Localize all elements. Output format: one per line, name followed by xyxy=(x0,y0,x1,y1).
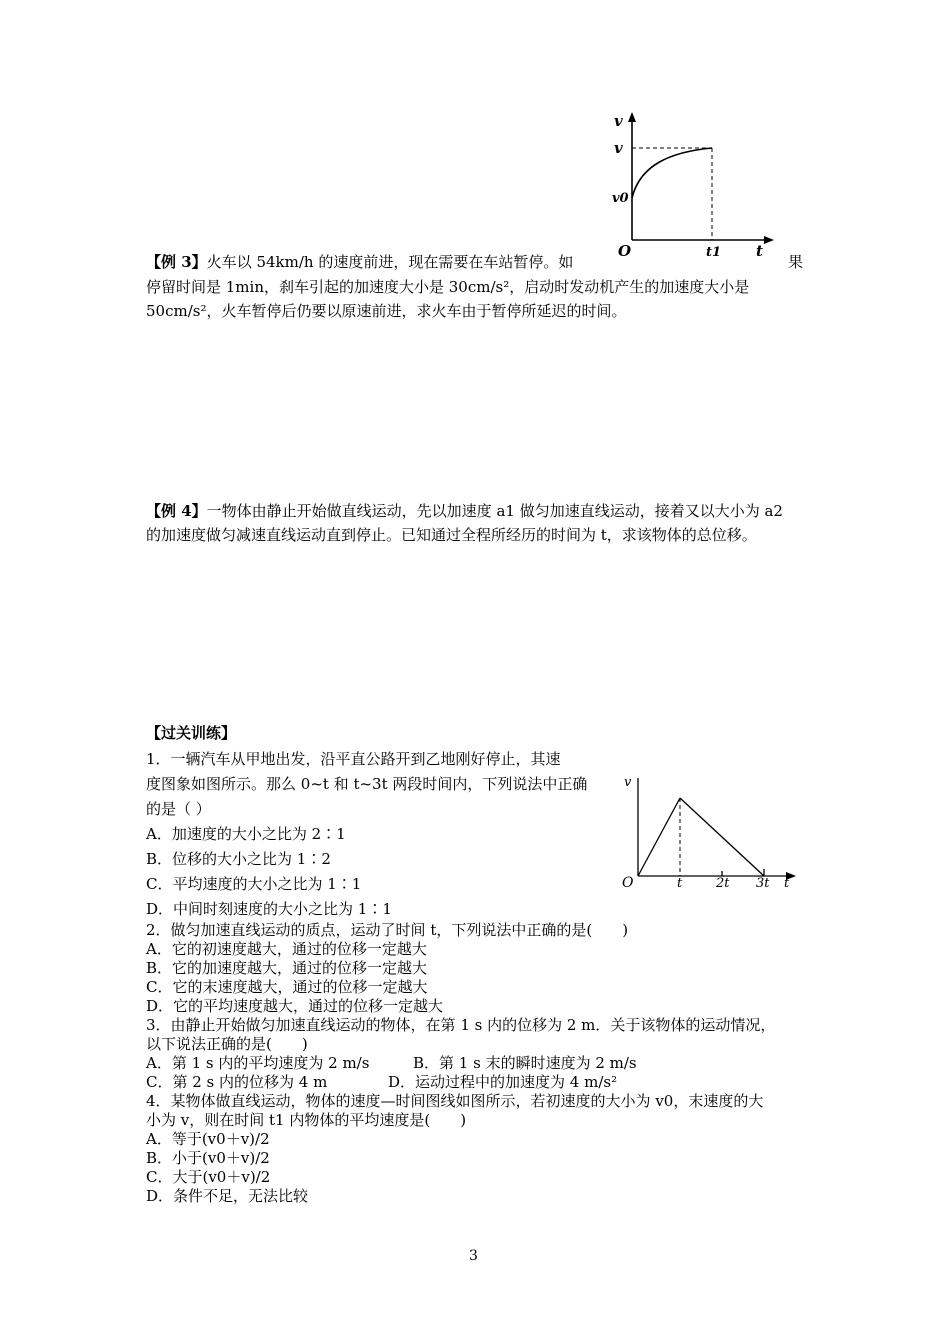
example4-line1 xyxy=(146,502,783,520)
q4-option-b: B．小于(v0＋v)/2 xyxy=(146,1149,270,1167)
q3-option-c: C．第 2 s 内的位移为 4 m xyxy=(146,1073,328,1091)
q1-stem-line2: 度图象如图所示。那么 0~t 和 t~3t 两段时间内，下列说法中正确 xyxy=(146,775,588,793)
q4-stem-line1: 4．某物体做直线运动，物体的速度—时间图线如图所示，若初速度的大小为 v0，末速度的大 xyxy=(146,1092,764,1110)
graph1-x-label: t xyxy=(756,242,763,260)
q1-option-b: B．位移的大小之比为 1∶2 xyxy=(146,850,331,868)
velocity-time-graph-1 xyxy=(600,110,780,260)
example3-tag: 【例 3】 xyxy=(146,253,207,271)
example3-line1 xyxy=(146,253,573,271)
example3-line3: 50cm/s²，火车暂停后仍要以原速前进，求火车由于暂停所延迟的时间。 xyxy=(146,302,627,320)
q2-option-c: C．它的末速度越大，通过的位移一定越大 xyxy=(146,978,428,996)
graph2-rise xyxy=(638,798,680,876)
graph2-origin-label: O xyxy=(622,875,634,891)
q3-option-a: A．第 1 s 内的平均速度为 2 m/s xyxy=(146,1054,370,1072)
graph1-y-arrow xyxy=(628,112,636,122)
graph2-y-label: v xyxy=(624,775,632,790)
graph1-t1-label: t1 xyxy=(706,245,722,260)
example4-text1: 一物体由静止开始做直线运动，先以加速度 a1 做匀加速直线运动，接着又以大小为 a2 xyxy=(206,502,783,520)
q1-stem-line1: 1．一辆汽车从甲地出发，沿平直公路开到乙地刚好停止，其速 xyxy=(146,750,561,768)
q4-option-a: A．等于(v0＋v)/2 xyxy=(146,1130,270,1148)
q1-option-a: A．加速度的大小之比为 2∶1 xyxy=(146,825,346,843)
q1-option-d: D．中间时刻速度的大小之比为 1∶1 xyxy=(146,900,392,918)
q1-option-c: C．平均速度的大小之比为 1∶1 xyxy=(146,875,362,893)
q3-stem-line2: 以下说法正确的是( ) xyxy=(146,1035,308,1053)
q3-option-b: B．第 1 s 末的瞬时速度为 2 m/s xyxy=(413,1054,637,1072)
graph2-fall xyxy=(680,798,764,876)
q3-option-d: D．运动过程中的加速度为 4 m/s² xyxy=(388,1073,618,1091)
example4-line2: 的加速度做匀减速直线运动直到停止。已知通过全程所经历的时间为 t，求该物体的总位移。 xyxy=(146,526,757,544)
graph2-2t-label: 2t xyxy=(716,876,730,891)
page-number: 3 xyxy=(469,1248,478,1264)
q4-option-c: C．大于(v0＋v)/2 xyxy=(146,1168,271,1186)
example4-tag: 【例 4】 xyxy=(146,502,207,520)
q2-option-a: A．它的初速度越大，通过的位移一定越大 xyxy=(146,940,427,958)
q4-option-d: D．条件不足，无法比较 xyxy=(146,1187,309,1205)
graph1-y-label: v xyxy=(614,112,623,130)
q2-option-d: D．它的平均速度越大，通过的位移一定越大 xyxy=(146,997,444,1015)
velocity-time-graph-2 xyxy=(618,770,808,894)
example3-line2: 停留时间是 1min，刹车引起的加速度大小是 30cm/s²，启动时发动机产生的加速度大小是 xyxy=(146,278,750,296)
example3-text1: 火车以 54km/h 的速度前进，现在需要在车站暂停。如 xyxy=(206,253,574,271)
q4-stem-line2: 小为 v，则在时间 t1 内物体的平均速度是( ) xyxy=(146,1111,467,1129)
graph1-x-arrow xyxy=(764,236,774,244)
example3-line1-end: 果 xyxy=(788,253,804,271)
graph2-t-label: t xyxy=(677,876,683,891)
graph2-x-label: t xyxy=(784,876,790,891)
q2-stem: 2．做匀加速直线运动的质点，运动了时间 t，下列说法中正确的是( ) xyxy=(146,921,629,939)
graph1-origin-label: O xyxy=(618,242,632,260)
training-heading: 【过关训练】 xyxy=(146,724,237,742)
graph1-v0-label: v0 xyxy=(612,191,629,206)
graph1-curve xyxy=(632,148,712,198)
q3-stem-line1: 3．由静止开始做匀加速直线运动的物体，在第 1 s 内的位移为 2 m．关于该物体的运动情况， xyxy=(146,1016,776,1034)
graph2-3t-label: 3t xyxy=(756,876,770,891)
graph1-v-label: v xyxy=(614,139,623,157)
q2-option-b: B．它的加速度越大，通过的位移一定越大 xyxy=(146,959,428,977)
q1-stem-line3: 的是（ ） xyxy=(146,800,211,818)
